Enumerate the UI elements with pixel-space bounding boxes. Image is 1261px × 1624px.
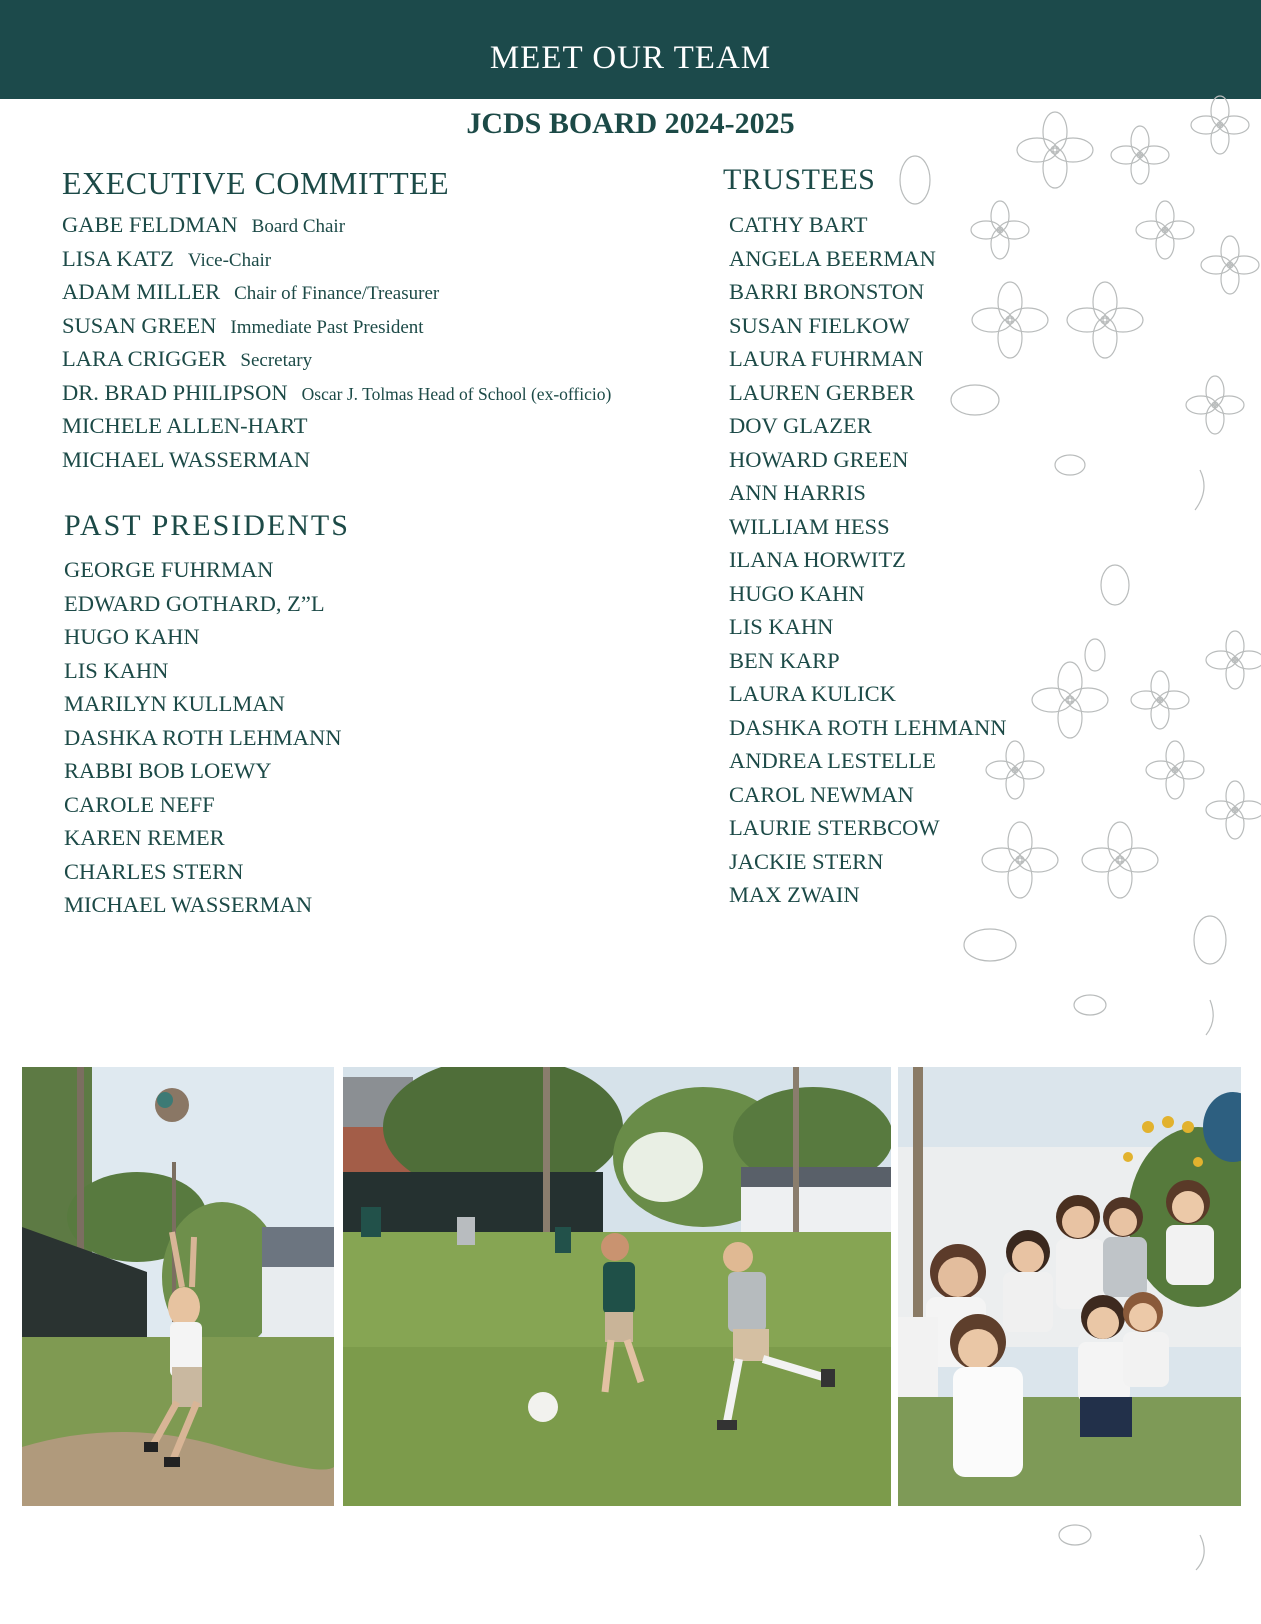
list-item: SUSAN FIELKOW xyxy=(729,312,910,338)
list-item: LAURA KULICK xyxy=(729,681,896,706)
list-item: CHARLES STERN xyxy=(64,858,244,884)
list-item: ILANA HORWITZ xyxy=(729,547,906,572)
member-name: DR. BRAD PHILIPSON xyxy=(62,379,288,405)
list-item xyxy=(62,309,611,343)
executive-committee-list xyxy=(62,208,611,476)
member-role: Oscar J. Tolmas Head of School (ex-officio) xyxy=(301,383,612,404)
list-item xyxy=(62,342,611,376)
list-item: CATHY BART xyxy=(729,212,868,237)
member-name: ADAM MILLER xyxy=(62,279,221,304)
trustees-heading: TRUSTEES xyxy=(723,163,876,196)
list-item: DASHKA ROTH LEHMANN xyxy=(729,714,1007,740)
list-item: MAX ZWAIN xyxy=(729,882,860,907)
member-name: GABE FELDMAN xyxy=(62,212,238,237)
list-item: EDWARD GOTHARD, Z”L xyxy=(64,590,325,616)
member-name: SUSAN GREEN xyxy=(62,312,217,338)
list-item: GEORGE FUHRMAN xyxy=(64,557,274,582)
member-role: Immediate Past President xyxy=(230,316,424,338)
executive-committee-heading: EXECUTIVE COMMITTEE xyxy=(62,165,450,201)
list-item: MICHAEL WASSERMAN xyxy=(64,892,313,917)
past-presidents-list xyxy=(64,553,342,922)
list-item: CAROLE NEFF xyxy=(64,791,215,817)
list-item: LIS KAHN xyxy=(64,657,169,683)
page-title: MEET OUR TEAM xyxy=(489,40,772,76)
member-role: Chair of Finance/Treasurer xyxy=(234,283,440,304)
list-item: KAREN REMER xyxy=(64,825,225,850)
member-name: MICHELE ALLEN-HART xyxy=(62,413,308,438)
member-name: LISA KATZ xyxy=(62,245,174,271)
member-name: LARA CRIGGER xyxy=(62,346,227,371)
list-item: DOV GLAZER xyxy=(729,413,872,438)
member-role: Vice-Chair xyxy=(187,249,272,271)
past-presidents-heading: PAST PRESIDENTS xyxy=(64,509,350,542)
page-header xyxy=(0,0,1261,99)
list-item xyxy=(62,409,611,443)
list-item: ANDREA LESTELLE xyxy=(729,748,936,773)
list-item: LAURIE STERBCOW xyxy=(729,815,940,840)
list-item: HOWARD GREEN xyxy=(729,446,909,472)
list-item: LAUREN GERBER xyxy=(729,379,915,405)
list-item: RABBI BOB LOEWY xyxy=(64,758,272,783)
list-item xyxy=(62,208,611,242)
list-item xyxy=(62,376,611,410)
board-title: JCDS BOARD 2024-2025 xyxy=(466,107,795,140)
list-item: HUGO KAHN xyxy=(729,580,865,606)
list-item: BARRI BRONSTON xyxy=(729,279,925,304)
list-item: BEN KARP xyxy=(729,647,840,673)
trustees-list xyxy=(729,208,1007,912)
member-role: Secretary xyxy=(240,350,313,371)
list-item: ANGELA BEERMAN xyxy=(729,245,936,271)
list-item: MARILYN KULLMAN xyxy=(64,691,285,716)
list-item: LIS KAHN xyxy=(729,614,834,639)
list-item: DASHKA ROTH LEHMANN xyxy=(64,724,342,750)
list-item xyxy=(62,275,611,309)
list-item: ANN HARRIS xyxy=(729,480,866,505)
photo-child-jumping xyxy=(22,1067,334,1506)
list-item xyxy=(62,443,611,477)
photo-soccer-game xyxy=(343,1067,891,1506)
member-role: Board Chair xyxy=(251,216,346,237)
photo-girls-garden xyxy=(898,1067,1241,1506)
member-name: MICHAEL WASSERMAN xyxy=(62,446,311,472)
list-item xyxy=(62,242,611,276)
list-item: HUGO KAHN xyxy=(64,624,200,649)
list-item: LAURA FUHRMAN xyxy=(729,346,924,371)
list-item: CAROL NEWMAN xyxy=(729,781,914,807)
list-item: WILLIAM HESS xyxy=(729,513,890,539)
list-item: JACKIE STERN xyxy=(729,848,884,874)
